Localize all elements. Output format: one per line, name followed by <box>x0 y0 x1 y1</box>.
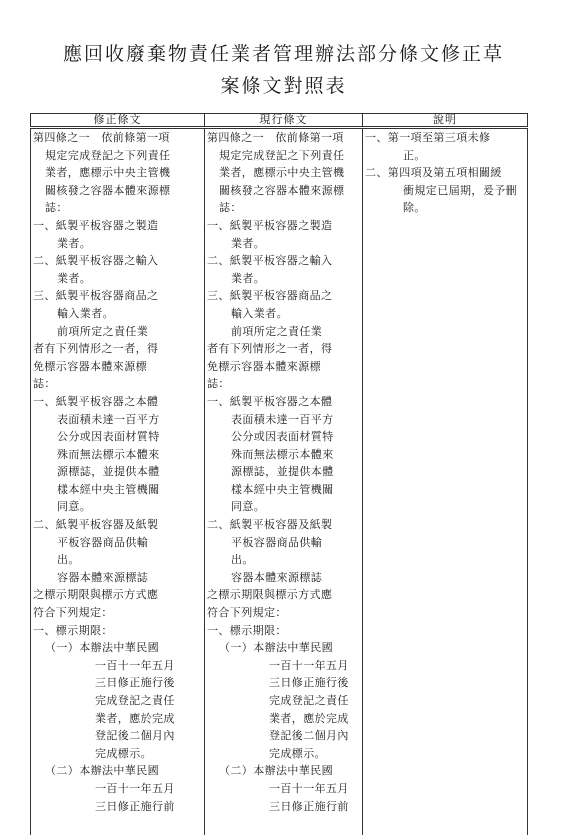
amended-line: 前項所定之責任業 <box>57 324 149 338</box>
amended-line: （二）本辦法中華民國 <box>45 764 159 778</box>
amended-line: 公分或因表面材質特 <box>57 430 160 444</box>
current-line: 源標誌，並提供本體 <box>231 465 334 479</box>
amended-line: 三日修正施行後 <box>95 676 175 690</box>
amended-line: 二、紙製平板容器及紙製 <box>33 518 159 532</box>
table-header-row <box>31 114 528 128</box>
current-line: 者有下列情形之一者，得 <box>207 342 333 356</box>
current-line: 公分或因表面材質特 <box>231 430 334 444</box>
document-title-line-2: 案條文對照表 <box>220 75 347 97</box>
current-line: 誌： <box>207 377 230 391</box>
current-line: 免標示容器本體來源標 <box>207 359 321 373</box>
amended-line: 樣本經中央主管機關 <box>57 482 160 496</box>
amended-line: 一、標示期限： <box>33 623 113 637</box>
current-line: 業者，應標示中央主管機 <box>219 166 345 180</box>
current-line: 樣本經中央主管機關 <box>231 482 334 496</box>
amended-line: 二、紙製平板容器之輸入 <box>33 254 159 268</box>
amended-line: 一百十一年五月 <box>95 781 175 795</box>
current-provisions-cell <box>205 128 363 835</box>
current-line: 登記後二個月內 <box>269 729 349 743</box>
current-line: 容器本體來源標誌 <box>231 570 323 584</box>
amended-line: 一、紙製平板容器之製造 <box>33 218 159 232</box>
amended-line: 免標示容器本體來源標 <box>33 359 147 373</box>
current-line: 輸入業者。 <box>231 306 288 320</box>
current-line: 二、紙製平板容器及紙製 <box>207 518 333 532</box>
current-line: 三日修正施行前 <box>269 799 349 813</box>
current-line: 完成登記之責任 <box>269 694 349 707</box>
current-line: 一百十一年五月 <box>269 781 349 795</box>
explanation-line: 衝規定已屆期，爰予刪 <box>403 183 517 197</box>
amended-line: 一、紙製平板容器之本體 <box>33 394 159 408</box>
amended-line: 三日修正施行前 <box>95 799 175 813</box>
current-line: 業者。 <box>231 236 266 250</box>
table-body-row <box>31 128 528 835</box>
amended-line: 者有下列情形之一者，得 <box>33 342 159 356</box>
current-line: 二、紙製平板容器之輸入 <box>207 254 333 268</box>
amended-line: 第四條之一 依前條第一項 <box>33 131 170 144</box>
amended-line: 一百十一年五月 <box>95 658 175 672</box>
comparison-table <box>30 113 528 835</box>
amended-line: 表面積未達一百平方 <box>57 412 160 426</box>
explanation-line: 正。 <box>403 148 426 162</box>
amended-line: 業者。 <box>57 271 92 285</box>
column-header-amended: 修正條文 <box>31 114 205 128</box>
current-line: 關核發之容器本體來源標 <box>219 183 345 197</box>
current-line: 三、紙製平板容器商品之 <box>207 289 333 303</box>
current-line: 同意。 <box>231 500 266 514</box>
amended-provisions-cell <box>31 128 205 835</box>
current-line: 誌： <box>219 201 242 215</box>
current-line: 一、紙製平板容器之製造 <box>207 218 333 232</box>
amended-line: 關核發之容器本體來源標 <box>45 183 171 197</box>
current-line: （二）本辦法中華民國 <box>219 764 333 778</box>
current-line: 一、標示期限： <box>207 623 287 637</box>
amended-line: 之標示期限與標示方式應 <box>33 588 159 602</box>
current-line: 三日修正施行後 <box>269 676 349 690</box>
document-title-line-1: 應回收廢棄物責任業者管理辦法部分條文修正草 <box>62 43 504 65</box>
amended-line: 登記後二個月內 <box>95 729 175 743</box>
amended-line: 業者，應於完成 <box>95 711 175 725</box>
explanation-line: 除。 <box>403 201 426 215</box>
amended-line: 殊而無法標示本體來 <box>57 447 160 461</box>
amended-line: 規定完成登記之下列責任 <box>45 148 171 162</box>
explanation-cell <box>363 128 528 835</box>
amended-line: （一）本辦法中華民國 <box>45 641 159 655</box>
explanation-line: 一、第一項至第三項未修 <box>365 131 491 144</box>
current-line: 前項所定之責任業 <box>231 324 323 338</box>
current-line: 殊而無法標示本體來 <box>231 447 334 461</box>
amended-line: 業者，應標示中央主管機 <box>45 166 171 180</box>
current-line: （一）本辦法中華民國 <box>219 641 333 655</box>
current-line: 業者，應於完成 <box>269 711 349 725</box>
current-line: 規定完成登記之下列責任 <box>219 148 345 162</box>
amended-line: 誌： <box>33 377 56 391</box>
amended-line: 完成登記之責任 <box>95 694 175 707</box>
amended-line: 完成標示。 <box>95 746 152 760</box>
amended-line: 符合下列規定： <box>33 606 113 620</box>
amended-line: 平板容器商品供輸 <box>57 535 149 549</box>
current-line: 符合下列規定： <box>207 606 287 620</box>
current-line: 業者。 <box>231 271 266 285</box>
current-line: 表面積未達一百平方 <box>231 412 334 426</box>
current-line: 第四條之一 依前條第一項 <box>207 131 344 144</box>
current-line: 平板容器商品供輸 <box>231 535 323 549</box>
current-line: 出。 <box>231 553 254 567</box>
amended-line: 輸入業者。 <box>57 306 114 320</box>
column-header-current: 現行條文 <box>205 114 363 128</box>
current-line: 一百十一年五月 <box>269 658 349 672</box>
amended-line: 源標誌，並提供本體 <box>57 465 160 479</box>
explanation-line: 二、第四項及第五項相關緩 <box>365 166 502 180</box>
current-line: 之標示期限與標示方式應 <box>207 588 333 602</box>
column-header-explanation: 說明 <box>363 114 528 128</box>
amended-line: 出。 <box>57 553 80 567</box>
amended-line: 誌： <box>45 201 68 215</box>
current-line: 完成標示。 <box>269 746 326 760</box>
current-line: 一、紙製平板容器之本體 <box>207 394 333 408</box>
amended-line: 三、紙製平板容器商品之 <box>33 289 159 303</box>
amended-line: 同意。 <box>57 500 92 514</box>
amended-line: 容器本體來源標誌 <box>57 570 149 584</box>
amended-line: 業者。 <box>57 236 92 250</box>
